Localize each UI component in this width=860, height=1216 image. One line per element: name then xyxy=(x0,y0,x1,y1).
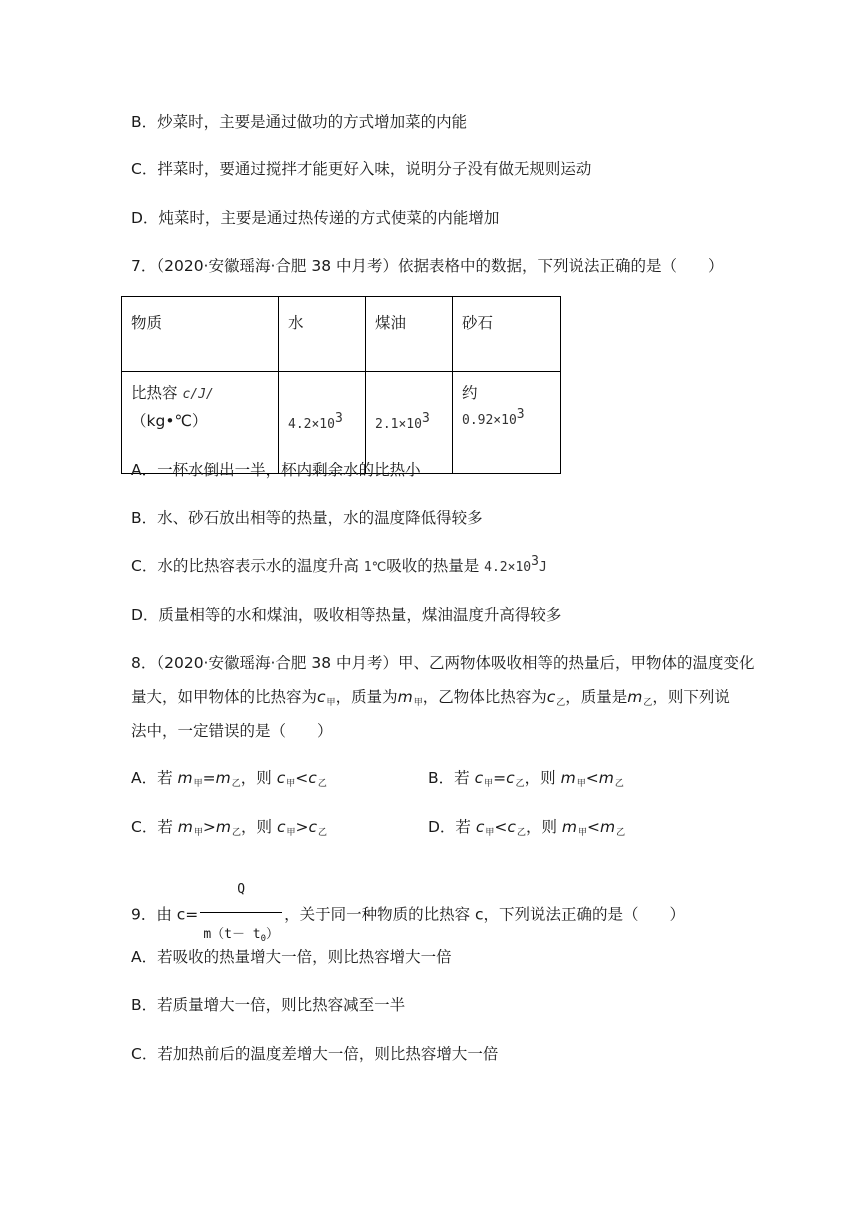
var-c: c xyxy=(506,769,515,787)
relation: > xyxy=(202,818,216,836)
sand-exp: 3 xyxy=(516,406,525,422)
q7-stem: 7．（2020·安徽瑶海·合肥 38 中月考）依据表格中的数据，下列说法正确的是（ ） xyxy=(131,257,724,275)
den-sub: 0 xyxy=(260,934,267,944)
opt-prefix: D．若 xyxy=(428,818,471,836)
var-m: m xyxy=(560,769,576,787)
water-exp: 3 xyxy=(334,410,343,426)
var-m: m xyxy=(600,818,616,836)
var-c: c xyxy=(308,818,318,836)
q8-option-c xyxy=(131,815,327,842)
sub-yi: 乙 xyxy=(614,779,624,789)
relation: < xyxy=(585,769,599,787)
q9-text: ，关于同一种物质的比热容 c，下列说法正确的是（ ） xyxy=(284,905,686,924)
var-c: c xyxy=(475,818,485,836)
sub-jia: 甲 xyxy=(326,698,336,708)
opt-prefix: A．若 xyxy=(131,769,173,787)
fraction-numerator: Q xyxy=(237,882,246,897)
q7-c-temp: 1℃ xyxy=(363,560,387,575)
sub-yi: 乙 xyxy=(556,698,566,708)
table-header-sand: 砂石 xyxy=(453,297,561,372)
opt-then: ，则 xyxy=(525,818,557,836)
var-c: c xyxy=(276,769,286,787)
q7-c-text-1: C．水的比热容表示水的温度升高 xyxy=(131,557,359,575)
sub-jia: 甲 xyxy=(413,698,423,708)
table-header-water: 水 xyxy=(279,297,366,372)
var-c: c xyxy=(276,818,286,836)
opt-then: ，则 xyxy=(240,769,272,787)
q7-c-unit: J xyxy=(538,560,547,575)
q8-stem-line-2 xyxy=(131,685,730,712)
opt-then: ，则 xyxy=(524,769,556,787)
sub-yi: 乙 xyxy=(516,828,526,838)
q9-option-b: B．若质量增大一倍，则比热容减至一半 xyxy=(131,996,406,1014)
den-close: ） xyxy=(266,927,280,942)
sub-jia: 甲 xyxy=(193,779,203,789)
table-cell-sand xyxy=(453,372,561,474)
sub-yi: 乙 xyxy=(318,828,328,838)
q7-c-exp: 3 xyxy=(531,553,539,569)
q8-option-b xyxy=(428,766,624,793)
q6-option-b: B．炒菜时，主要是通过做功的方式增加菜的内能 xyxy=(131,113,468,131)
var-m: m xyxy=(397,688,413,706)
var-c: c xyxy=(308,769,317,787)
sand-value: 0.92×10 xyxy=(462,413,517,428)
var-m: m xyxy=(177,769,193,787)
sub-yi: 乙 xyxy=(515,779,525,789)
q8-s2d: ，质量是 xyxy=(565,688,628,706)
q7-option-c xyxy=(131,554,547,580)
var-m: m xyxy=(598,769,614,787)
sand-prefix: 约 xyxy=(462,384,478,402)
q6-option-d: D．炖菜时，主要是通过热传递的方式使菜的内能增加 xyxy=(131,209,500,227)
sub-yi: 乙 xyxy=(616,828,626,838)
var-m: m xyxy=(215,818,231,836)
sub-yi: 乙 xyxy=(232,828,242,838)
row-label-text: 比热容 xyxy=(131,384,178,402)
var-m: m xyxy=(561,818,578,836)
q8-option-d xyxy=(428,815,625,842)
var-c: c xyxy=(507,818,516,836)
var-m: m xyxy=(627,688,643,706)
den-text: m（t－ t xyxy=(203,927,261,942)
sub-jia: 甲 xyxy=(484,779,494,789)
q8-s2a: 量大，如甲物体的比热容为 xyxy=(131,688,318,706)
row-label-unit-2: （kg•℃） xyxy=(131,412,208,430)
relation: > xyxy=(295,818,309,836)
sub-jia: 甲 xyxy=(578,828,588,838)
sub-yi: 乙 xyxy=(231,779,241,789)
q8-stem-line-1: 8．（2020·安徽瑶海·合肥 38 中月考）甲、乙两物体吸收相等的热量后，甲物体的温度变化 xyxy=(131,654,755,672)
q8-s2c: ，乙物体比热容为 xyxy=(422,688,547,706)
q7-option-a: A．一杯水倒出一半，杯内剩余水的比热小 xyxy=(131,461,421,479)
sub-yi: 乙 xyxy=(317,779,327,789)
relation: < xyxy=(494,818,508,836)
opt-then: ，则 xyxy=(241,818,273,836)
kerosene-exp: 3 xyxy=(421,410,430,426)
var-c: c xyxy=(546,688,556,706)
q7-option-b: B．水、砂石放出相等的热量，水的温度降低得较多 xyxy=(131,509,483,527)
sub-jia: 甲 xyxy=(485,828,495,838)
table-header-kerosene: 煤油 xyxy=(366,297,453,372)
sub-jia: 甲 xyxy=(286,779,296,789)
q7-option-d: D．质量相等的水和煤油，吸收相等热量，煤油温度升高得较多 xyxy=(131,606,562,624)
sub-jia: 甲 xyxy=(286,828,296,838)
q7-c-text-2: 吸收的热量是 xyxy=(386,557,480,575)
var-m: m xyxy=(215,769,231,787)
relation: = xyxy=(202,769,216,787)
row-label-unit: c/J/ xyxy=(182,387,214,402)
q8-option-a xyxy=(131,766,327,793)
relation: < xyxy=(295,769,309,787)
q8-s2e: ，则下列说 xyxy=(652,688,730,706)
q8-s2b: ，质量为 xyxy=(335,688,398,706)
q6-option-c: C．拌菜时，要通过搅拌才能更好入味，说明分子没有做无规则运动 xyxy=(131,160,592,178)
sub-jia: 甲 xyxy=(193,828,203,838)
water-value: 4.2×10 xyxy=(288,416,335,432)
sub-jia: 甲 xyxy=(576,779,586,789)
q9-prefix: 9．由 c= xyxy=(131,905,199,924)
var-m: m xyxy=(177,818,193,836)
var-c: c xyxy=(474,769,484,787)
kerosene-value: 2.1×10 xyxy=(375,416,422,432)
q7-c-value: 4.2×10 xyxy=(484,560,532,575)
relation: < xyxy=(587,818,601,836)
opt-prefix: B．若 xyxy=(428,769,470,787)
var-c: c xyxy=(317,688,326,706)
q9-option-c: C．若加热前后的温度差增大一倍，则比热容增大一倍 xyxy=(131,1045,499,1063)
specific-heat-table xyxy=(121,296,561,474)
q9-option-a: A．若吸收的热量增大一倍，则比热容增大一倍 xyxy=(131,948,452,966)
formula-fraction xyxy=(200,870,282,956)
opt-prefix: C．若 xyxy=(131,818,173,836)
table-header-substance: 物质 xyxy=(122,297,279,372)
sub-yi: 乙 xyxy=(643,698,653,708)
q8-stem-line-3: 法中，一定错误的是（ ） xyxy=(131,722,333,740)
relation: = xyxy=(493,769,507,787)
